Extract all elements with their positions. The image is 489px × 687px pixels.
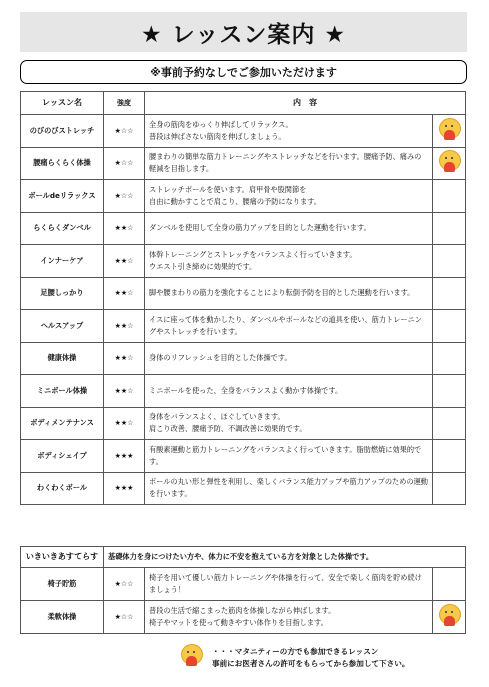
lesson-row bbox=[21, 407, 466, 440]
lesson-name: のびのびストレッチ bbox=[21, 115, 104, 148]
maternity-note bbox=[178, 640, 468, 676]
lesson-row bbox=[21, 568, 466, 601]
lesson-level: ★★☆ bbox=[104, 407, 145, 440]
lesson-name: らくらくダンベル bbox=[21, 212, 104, 245]
lesson-name: 柔軟体操 bbox=[21, 601, 104, 634]
lesson-description: 全身の筋肉をゆっくり伸ばしてリラックス。 普段は伸ばさない筋肉を伸ばしましょう。 bbox=[145, 115, 433, 148]
lesson-description: 体幹トレーニングとストレッチをバランスよく行っていきます。 ウエスト引き締めに効果的です。 bbox=[145, 245, 433, 278]
ikiiki-header-title: いきいきあすてらす bbox=[21, 547, 104, 568]
header-level: 強度 bbox=[104, 92, 145, 115]
header-lesson-name: レッスン名 bbox=[21, 92, 104, 115]
lesson-row bbox=[21, 245, 466, 278]
lesson-description: ボールの丸い形と弾性を利用し、楽しくバランス能力アップや筋力アップのための運動を行います。 bbox=[145, 472, 433, 505]
lesson-row bbox=[21, 212, 466, 245]
lesson-level: ★☆☆ bbox=[104, 568, 145, 601]
header-description: 内 容 bbox=[145, 92, 466, 115]
lesson-description: イスに座って体を動かしたり、ダンベルやボールなどの道具を使い、筋力トレーニングやストレッチを行います。 bbox=[145, 310, 433, 343]
chick-heart-icon bbox=[178, 642, 204, 668]
chick-heart-icon bbox=[436, 148, 462, 174]
lesson-icon-cell bbox=[433, 212, 466, 245]
lesson-icon-cell bbox=[433, 407, 466, 440]
lesson-level: ★★★ bbox=[104, 472, 145, 505]
lesson-row bbox=[21, 342, 466, 375]
lesson-level: ★★☆ bbox=[104, 342, 145, 375]
lesson-icon-cell bbox=[433, 147, 466, 180]
lesson-level: ★☆☆ bbox=[104, 180, 145, 213]
lesson-level: ★★☆ bbox=[104, 277, 145, 310]
lesson-name: ボディシェイプ bbox=[21, 440, 104, 473]
lesson-level: ★☆☆ bbox=[104, 601, 145, 634]
lesson-description: 腰まわりの簡単な筋力トレーニングやストレッチなどを行います。腰痛予防、痛みの軽減を目指します。 bbox=[145, 147, 433, 180]
lesson-row bbox=[21, 180, 466, 213]
lesson-row bbox=[21, 147, 466, 180]
lesson-description: ダンベルを使用して全身の筋力アップを目的とした運動を行います。 bbox=[145, 212, 433, 245]
lesson-row bbox=[21, 440, 466, 473]
lesson-name: インナーケア bbox=[21, 245, 104, 278]
lesson-icon-cell bbox=[433, 180, 466, 213]
lesson-row bbox=[21, 277, 466, 310]
ikiiki-header-row bbox=[21, 547, 466, 568]
lesson-name: ミニボール体操 bbox=[21, 375, 104, 408]
lesson-row bbox=[21, 601, 466, 634]
lesson-description: ミニボールを使った、全身をバランスよく動かす体操です。 bbox=[145, 375, 433, 408]
chick-heart-icon bbox=[436, 116, 462, 142]
lesson-row bbox=[21, 472, 466, 505]
lesson-level: ★★☆ bbox=[104, 212, 145, 245]
lesson-name: 足腰しっかり bbox=[21, 277, 104, 310]
lesson-level: ★★☆ bbox=[104, 310, 145, 343]
lesson-table bbox=[20, 91, 466, 505]
lesson-description: ストレッチポールを使います。肩甲骨や股関節を 自由に動かすことで肩こり、腰痛の予防になります。 bbox=[145, 180, 433, 213]
lesson-icon-cell bbox=[433, 440, 466, 473]
lesson-icon-cell bbox=[433, 601, 466, 634]
lesson-table-header bbox=[21, 92, 466, 115]
lesson-name: ヘルスアップ bbox=[21, 310, 104, 343]
lesson-name: ボディメンテナンス bbox=[21, 407, 104, 440]
lesson-row bbox=[21, 115, 466, 148]
lesson-description: 椅子を用いて優しい筋力トレーニングや体操を行って、安全で楽しく筋肉を貯め続けましょう！ bbox=[145, 568, 433, 601]
lesson-icon-cell bbox=[433, 115, 466, 148]
lesson-description: 有酸素運動と筋力トレーニングをバランスよく行っていきます。脂肪燃焼に効果的です。 bbox=[145, 440, 433, 473]
lesson-name: 健康体操 bbox=[21, 342, 104, 375]
lesson-icon-cell bbox=[433, 375, 466, 408]
lesson-level: ★★★ bbox=[104, 440, 145, 473]
lesson-level: ★☆☆ bbox=[104, 115, 145, 148]
maternity-note-line2: 事前にお医者さんの許可をもらってから参加して下さい。 bbox=[212, 659, 410, 668]
lesson-row bbox=[21, 310, 466, 343]
lesson-icon-cell bbox=[433, 342, 466, 375]
ikiiki-header-description: 基礎体力を身につけたい方や、体力に不安を抱えている方を対象とした体操です。 bbox=[104, 547, 466, 568]
lesson-name: ボールdeリラックス bbox=[21, 180, 104, 213]
lesson-description: 身体のリフレッシュを目的とした体操です。 bbox=[145, 342, 433, 375]
lesson-icon-cell bbox=[433, 277, 466, 310]
lesson-level: ★☆☆ bbox=[104, 147, 145, 180]
lesson-description: 身体をバランスよく、ほぐしていきます。 肩こり改善、腰痛予防、不調改善に効果的です。 bbox=[145, 407, 433, 440]
maternity-note-line1: ・・・マタニティーの方でも参加できるレッスン bbox=[212, 647, 379, 656]
page-title: ★ レッスン案内 ★ bbox=[20, 12, 467, 52]
lesson-name: 腰痛らくらく体操 bbox=[21, 147, 104, 180]
lesson-row bbox=[21, 375, 466, 408]
lesson-icon-cell bbox=[433, 568, 466, 601]
lesson-level: ★★☆ bbox=[104, 375, 145, 408]
lesson-level: ★★☆ bbox=[104, 245, 145, 278]
lesson-icon-cell bbox=[433, 245, 466, 278]
lesson-icon-cell bbox=[433, 472, 466, 505]
lesson-description: 脚や腰まわりの筋力を強化することにより転倒予防を目的とした運動を行います。 bbox=[145, 277, 433, 310]
lesson-name: 椅子貯筋 bbox=[21, 568, 104, 601]
lesson-name: わくわくボール bbox=[21, 472, 104, 505]
chick-heart-icon bbox=[436, 602, 462, 628]
lesson-icon-cell bbox=[433, 310, 466, 343]
lesson-description: 普段の生活で縮こまった筋肉を体操しながら伸ばします。 椅子やマットを使って動きやすい体作りを目指します。 bbox=[145, 601, 433, 634]
no-reservation-notice: ※事前予約なしでご参加いただけます bbox=[20, 60, 467, 84]
ikiiki-table bbox=[20, 546, 466, 634]
